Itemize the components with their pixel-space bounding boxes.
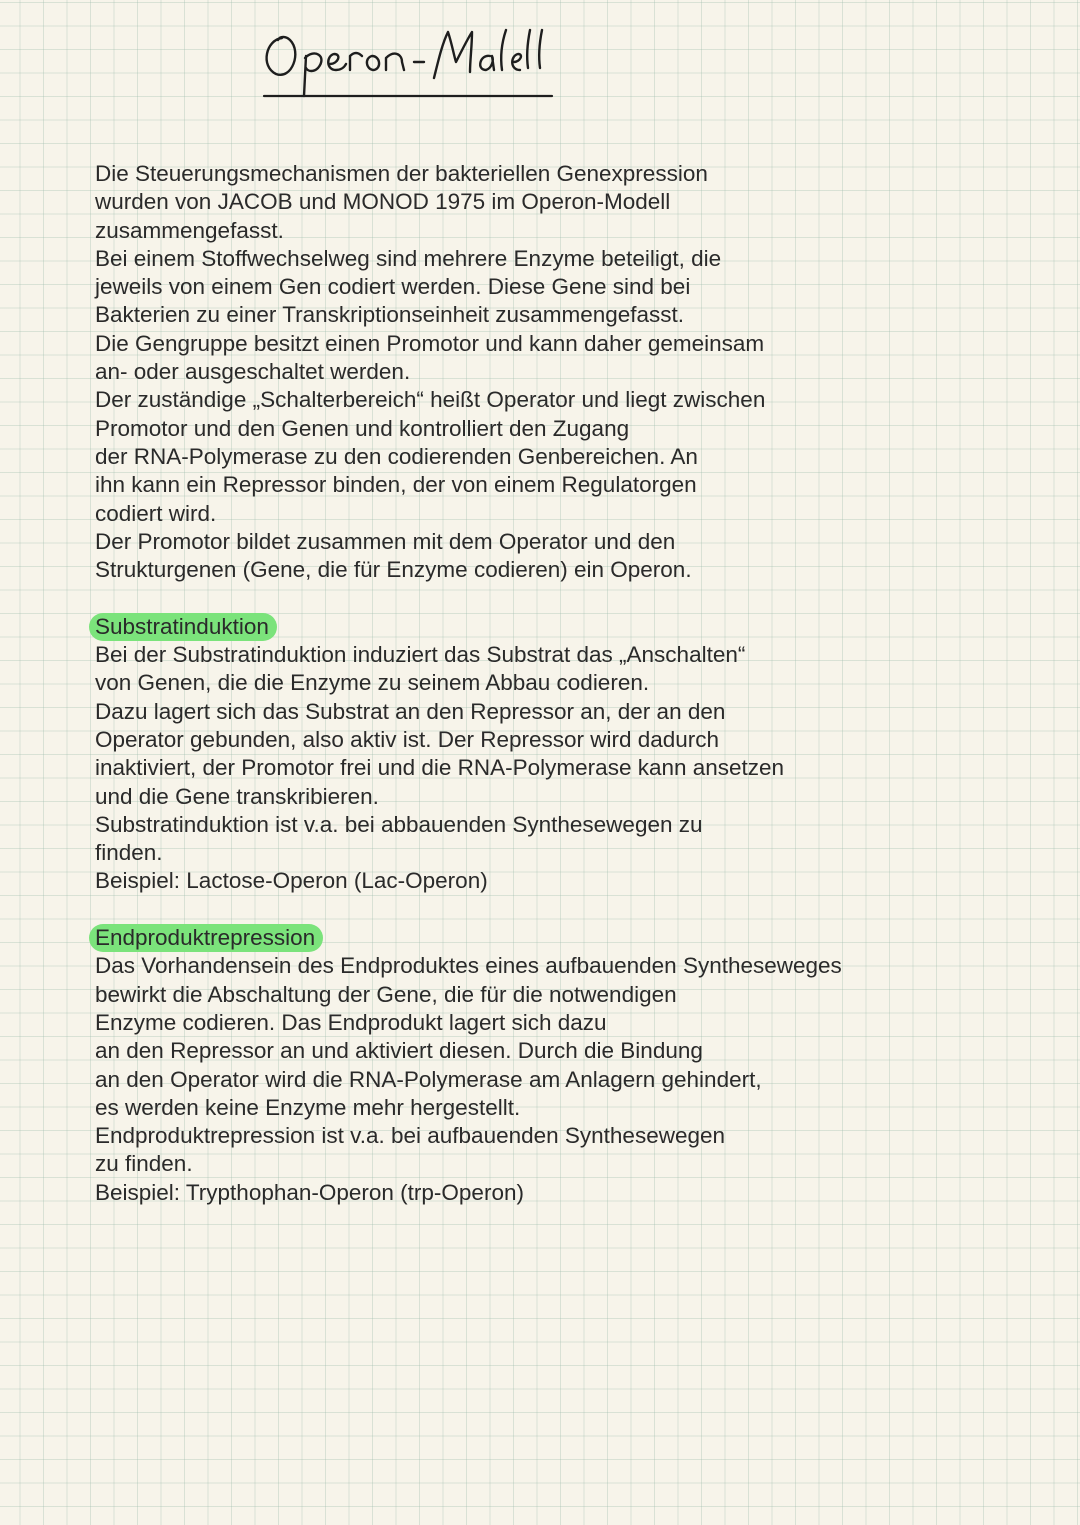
intro-line: Bei einem Stoffwechselweg sind mehrere Enzyme beteiligt, die xyxy=(95,245,722,271)
section-line: und die Gene transkribieren. xyxy=(95,783,379,809)
section-line: finden. xyxy=(95,840,163,866)
section-line: Das Vorhandensein des Endproduktes eines aufbauenden Syntheseweges xyxy=(95,953,842,979)
intro-line: Die Gengruppe besitzt einen Promotor und kann daher gemeinsam xyxy=(95,330,765,356)
intro-line: Die Steuerungsmechanismen der bakteriellen Genexpression xyxy=(95,161,708,186)
section-line: von Genen, die die Enzyme zu seinem Abbau codieren. xyxy=(95,670,650,696)
section-line: zu finden. xyxy=(95,1151,193,1177)
handwritten-title xyxy=(258,22,558,102)
section-line: Substratinduktion ist v.a. bei abbauenden Synthesewegen zu xyxy=(95,811,703,837)
spacer xyxy=(95,584,975,612)
section-line: an den Repressor an und aktiviert diesen. Durch die Bindung xyxy=(95,1038,703,1064)
section-line: Endproduktrepression ist v.a. bei aufbauenden Synthesewegen xyxy=(95,1123,726,1149)
intro-line: Bakterien zu einer Transkriptionseinheit zusammengefasst. xyxy=(95,302,685,328)
section-line: es werden keine Enzyme mehr hergestellt. xyxy=(95,1094,521,1120)
section-endproduktrepression xyxy=(95,924,975,1207)
spacer xyxy=(95,896,975,924)
section-line: bewirkt die Abschaltung der Gene, die für die notwendigen xyxy=(95,981,677,1007)
handwritten-title-drawing xyxy=(258,22,558,102)
section-heading-highlight: Endproduktrepression xyxy=(89,924,323,952)
intro-line: Der Promotor bildet zusammen mit dem Operator und den xyxy=(95,528,676,554)
section-heading-line xyxy=(95,924,975,952)
intro-line: Promotor und den Genen und kontrolliert den Zugang xyxy=(95,415,630,441)
intro-line: der RNA-Polymerase zu den codierenden Genbereichen. An xyxy=(95,443,698,469)
section-heading-line xyxy=(95,613,975,641)
intro-line: jeweils von einem Gen codiert werden. Diese Gene sind bei xyxy=(95,274,691,300)
section-line: Dazu lagert sich das Substrat an den Repressor an, der an den xyxy=(95,698,726,724)
section-line: Operator gebunden, also aktiv ist. Der Repressor wird dadurch xyxy=(95,726,720,752)
intro-paragraph xyxy=(95,160,975,584)
intro-line: zusammengefasst. xyxy=(95,217,284,243)
section-line: Beispiel: Lactose-Operon (Lac-Operon) xyxy=(95,868,488,894)
intro-line: an- oder ausgeschaltet werden. xyxy=(95,359,411,385)
section-line: an den Operator wird die RNA-Polymerase am Anlagern gehindert, xyxy=(95,1066,762,1092)
section-line: inaktiviert, der Promotor frei und die RNA-Polymerase kann ansetzen xyxy=(95,755,785,781)
intro-line: wurden von JACOB und MONOD 1975 im Operon-Modell xyxy=(95,189,671,215)
section-substratinduktion xyxy=(95,613,975,896)
section-line: Beispiel: Trypthophan-Operon (trp-Operon) xyxy=(95,1179,524,1205)
intro-line: codiert wird. xyxy=(95,500,217,526)
intro-line: Strukturgenen (Gene, die für Enzyme codieren) ein Operon. xyxy=(95,557,692,583)
notes-body xyxy=(95,160,975,1207)
intro-line: Der zuständige „Schalterbereich“ heißt Operator und liegt zwischen xyxy=(95,387,766,413)
section-line: Enzyme codieren. Das Endprodukt lagert sich dazu xyxy=(95,1009,607,1035)
section-heading-highlight: Substratinduktion xyxy=(89,613,277,641)
intro-line: ihn kann ein Repressor binden, der von einem Regulatorgen xyxy=(95,472,697,498)
section-line: Bei der Substratinduktion induziert das Substrat das „Anschalten“ xyxy=(95,642,746,668)
